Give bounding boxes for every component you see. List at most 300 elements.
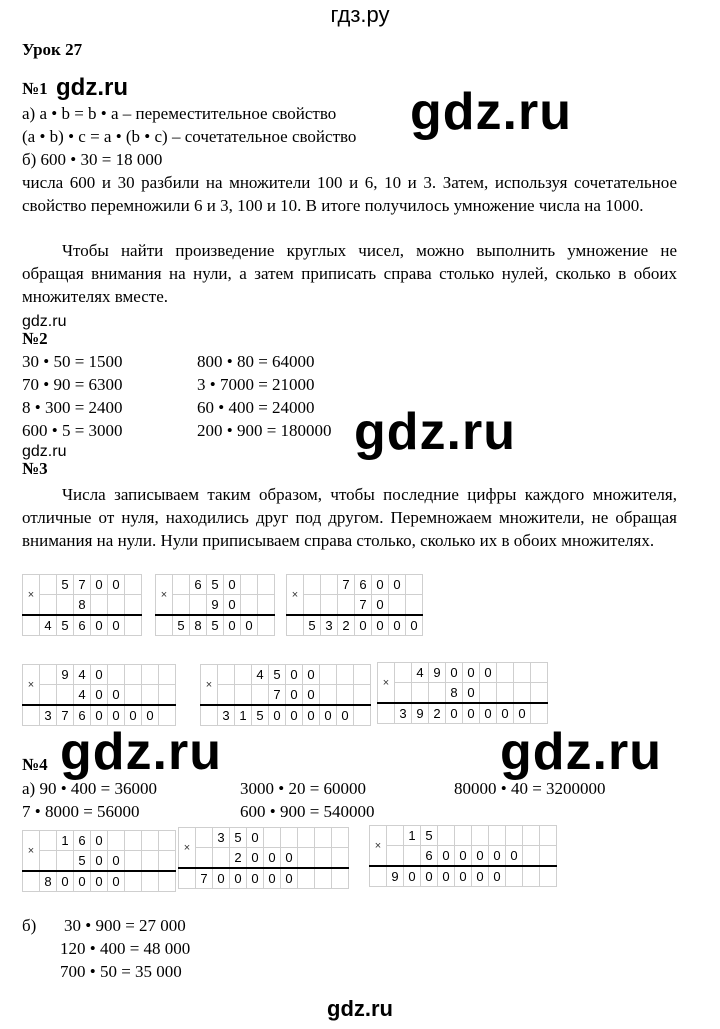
- digit-cell: [108, 665, 125, 685]
- digit-cell: 0: [57, 871, 74, 892]
- digit-cell: 4: [74, 685, 91, 706]
- digit-cell: [298, 848, 315, 869]
- ex2-left-3: 8 • 300 = 2400: [22, 398, 123, 417]
- ex4-b-2: 120 • 400 = 48 000: [60, 939, 191, 958]
- digit-cell: [540, 826, 557, 846]
- digit-cell: 5: [230, 828, 247, 848]
- ex2-right-4: 200 • 900 = 180000: [197, 421, 332, 440]
- digit-cell: [315, 828, 332, 848]
- factor-1-row: [156, 575, 275, 595]
- digit-cell: 0: [372, 595, 389, 616]
- digit-cell: 3: [395, 703, 412, 724]
- factor-2-row: [179, 848, 349, 869]
- ex2-right-2: 3 • 7000 = 21000: [197, 375, 315, 394]
- result-row: [23, 871, 176, 892]
- digit-cell: [497, 663, 514, 683]
- calc-grid-1: [22, 574, 142, 636]
- digit-cell: 7: [269, 685, 286, 706]
- ex2-right-3: 60 • 400 = 24000: [197, 398, 315, 417]
- site-header: гдз.ру: [330, 2, 390, 27]
- digit-cell: [354, 665, 371, 685]
- digit-cell: [337, 665, 354, 685]
- digit-cell: [159, 665, 176, 685]
- digit-cell: [125, 665, 142, 685]
- digit-cell: 0: [489, 846, 506, 867]
- digit-cell: [40, 685, 57, 706]
- digit-cell: 0: [303, 685, 320, 706]
- result-lead-cell: [378, 703, 395, 724]
- digit-cell: [40, 831, 57, 851]
- digit-cell: 6: [355, 575, 372, 595]
- digit-cell: 3: [40, 705, 57, 726]
- digit-cell: [523, 846, 540, 867]
- digit-cell: [506, 826, 523, 846]
- digit-cell: [489, 826, 506, 846]
- result-row: [156, 615, 275, 636]
- multiply-sign-cell: ×: [287, 575, 304, 616]
- result-lead-cell: [287, 615, 304, 636]
- result-lead-cell: [370, 866, 387, 887]
- digit-cell: [406, 575, 423, 595]
- calc-grid-2: [155, 574, 275, 636]
- digit-cell: 1: [57, 831, 74, 851]
- digit-cell: [332, 848, 349, 869]
- digit-cell: [304, 595, 321, 616]
- digit-cell: [497, 683, 514, 704]
- digit-cell: 5: [269, 665, 286, 685]
- digit-cell: 5: [173, 615, 190, 636]
- digit-cell: [438, 826, 455, 846]
- digit-cell: [264, 828, 281, 848]
- ex4-b-label: б): [22, 916, 37, 935]
- digit-cell: 6: [74, 705, 91, 726]
- digit-cell: 0: [281, 868, 298, 889]
- digit-cell: 0: [264, 848, 281, 869]
- digit-cell: 0: [446, 663, 463, 683]
- digit-cell: 0: [497, 703, 514, 724]
- digit-cell: 2: [230, 848, 247, 869]
- digit-cell: 8: [446, 683, 463, 704]
- multiply-sign-cell: ×: [378, 663, 395, 704]
- digit-cell: 0: [337, 705, 354, 726]
- factor-1-row: [287, 575, 423, 595]
- multiply-sign-cell: ×: [23, 575, 40, 616]
- digit-cell: 3: [218, 705, 235, 726]
- digit-cell: [173, 595, 190, 616]
- digit-cell: 9: [429, 663, 446, 683]
- multiply-sign-cell: ×: [201, 665, 218, 706]
- digit-cell: 6: [190, 575, 207, 595]
- digit-cell: [480, 683, 497, 704]
- digit-cell: [404, 846, 421, 867]
- result-row: [287, 615, 423, 636]
- digit-cell: 0: [269, 705, 286, 726]
- ex1-number: №1: [22, 79, 48, 98]
- ex4-a-3: 80000 • 40 = 3200000: [454, 779, 606, 798]
- digit-cell: 0: [108, 615, 125, 636]
- digit-cell: 0: [286, 705, 303, 726]
- digit-cell: 0: [480, 663, 497, 683]
- digit-cell: 7: [57, 705, 74, 726]
- digit-cell: 0: [224, 575, 241, 595]
- digit-cell: [196, 828, 213, 848]
- factor-1-row: [23, 665, 176, 685]
- digit-cell: [514, 663, 531, 683]
- digit-cell: 0: [421, 866, 438, 887]
- factor-1-row: [23, 831, 176, 851]
- digit-cell: [57, 595, 74, 616]
- result-lead-cell: [23, 871, 40, 892]
- digit-cell: 0: [355, 615, 372, 636]
- digit-cell: [321, 575, 338, 595]
- digit-cell: [159, 831, 176, 851]
- digit-cell: 0: [406, 615, 423, 636]
- digit-cell: [531, 683, 548, 704]
- digit-cell: 0: [463, 663, 480, 683]
- digit-cell: 5: [304, 615, 321, 636]
- digit-cell: [125, 595, 142, 616]
- digit-cell: 0: [438, 866, 455, 887]
- digit-cell: [91, 595, 108, 616]
- digit-cell: [523, 866, 540, 887]
- digit-cell: 0: [91, 575, 108, 595]
- digit-cell: 1: [235, 705, 252, 726]
- digit-cell: [57, 685, 74, 706]
- digit-cell: [523, 826, 540, 846]
- digit-cell: [218, 665, 235, 685]
- ex1-rule: Чтобы найти произведение круглых чисел, можно выполнить умножение не обращая внимания на нули, а затем приписать справа столько нулей, сколько в обоих множителях вместе.: [22, 241, 677, 306]
- digit-cell: [241, 595, 258, 616]
- digit-cell: 0: [372, 615, 389, 636]
- factor-2-row: [287, 595, 423, 616]
- digit-cell: 6: [421, 846, 438, 867]
- digit-cell: 0: [472, 846, 489, 867]
- digit-cell: [213, 848, 230, 869]
- factor-2-row: [23, 851, 176, 872]
- digit-cell: [40, 851, 57, 872]
- calc-grid-7: [22, 830, 176, 892]
- digit-cell: 0: [213, 868, 230, 889]
- ex2-left-4: 600 • 5 = 3000: [22, 421, 123, 440]
- digit-cell: 0: [91, 705, 108, 726]
- digit-cell: 0: [91, 615, 108, 636]
- ex2-left-1: 30 • 50 = 1500: [22, 352, 123, 371]
- factor-1-row: [378, 663, 548, 683]
- digit-cell: 0: [320, 705, 337, 726]
- digit-cell: [142, 871, 159, 892]
- digit-cell: [125, 685, 142, 706]
- calc-grid-8: [178, 827, 349, 889]
- watermark-1: gdz.ru: [410, 83, 572, 141]
- digit-cell: 0: [108, 575, 125, 595]
- digit-cell: [304, 575, 321, 595]
- digit-cell: 0: [91, 831, 108, 851]
- digit-cell: 0: [372, 575, 389, 595]
- result-lead-cell: [156, 615, 173, 636]
- factor-2-row: [378, 683, 548, 704]
- digit-cell: [332, 868, 349, 889]
- digit-cell: 6: [74, 615, 91, 636]
- digit-cell: 0: [463, 683, 480, 704]
- digit-cell: 0: [303, 665, 320, 685]
- factor-1-row: [201, 665, 371, 685]
- digit-cell: [406, 595, 423, 616]
- digit-cell: 8: [74, 595, 91, 616]
- digit-cell: [455, 826, 472, 846]
- digit-cell: 0: [506, 846, 523, 867]
- digit-cell: 0: [91, 665, 108, 685]
- digit-cell: [252, 685, 269, 706]
- watermark-2: gdz.ru: [354, 403, 516, 461]
- digit-cell: 4: [74, 665, 91, 685]
- ex4-b-1: 30 • 900 = 27 000: [64, 916, 186, 935]
- multiply-sign-cell: ×: [23, 831, 40, 872]
- digit-cell: 0: [264, 868, 281, 889]
- digit-cell: 8: [40, 871, 57, 892]
- ex3-text: Числа записываем таким образом, чтобы последние цифры каждого множителя, отличные от нуля, находились друг под другом. Перемножаем множители, не обращая внимания на нули. Нули приписываем справа столько, сколько их в обоих множителях.: [22, 485, 677, 550]
- ex3-number: №3: [22, 459, 48, 478]
- digit-cell: [40, 575, 57, 595]
- digit-cell: [125, 615, 142, 636]
- digit-cell: 0: [455, 846, 472, 867]
- factor-2-row: [156, 595, 275, 616]
- digit-cell: 7: [355, 595, 372, 616]
- calc-grid-3: [286, 574, 423, 636]
- digit-cell: [108, 831, 125, 851]
- factor-1-row: [179, 828, 349, 848]
- result-lead-cell: [23, 615, 40, 636]
- digit-cell: [387, 826, 404, 846]
- calc-grid-4: [22, 664, 176, 726]
- digit-cell: 0: [389, 575, 406, 595]
- ex1-line-a: а) a • b = b • a – переместительное свойство: [22, 104, 337, 123]
- digit-cell: [389, 595, 406, 616]
- digit-cell: 3: [213, 828, 230, 848]
- digit-cell: [315, 868, 332, 889]
- digit-cell: 4: [40, 615, 57, 636]
- result-lead-cell: [179, 868, 196, 889]
- digit-cell: [315, 848, 332, 869]
- result-row: [23, 615, 142, 636]
- lesson-title: Урок 27: [22, 40, 83, 59]
- digit-cell: 0: [247, 868, 264, 889]
- digit-cell: 0: [108, 871, 125, 892]
- digit-cell: 7: [338, 575, 355, 595]
- multiply-sign-cell: ×: [23, 665, 40, 706]
- digit-cell: [235, 685, 252, 706]
- digit-cell: [142, 685, 159, 706]
- digit-cell: [159, 685, 176, 706]
- digit-cell: [338, 595, 355, 616]
- digit-cell: [354, 705, 371, 726]
- digit-cell: 0: [446, 703, 463, 724]
- digit-cell: [320, 665, 337, 685]
- digit-cell: [540, 866, 557, 887]
- factor-2-row: [23, 595, 142, 616]
- digit-cell: 0: [230, 868, 247, 889]
- digit-cell: 0: [438, 846, 455, 867]
- ex2-left-2: 70 • 90 = 6300: [22, 375, 123, 394]
- ex1-line-assoc: (a • b) • c = a • (b • c) – сочетательное свойство: [22, 127, 357, 146]
- digit-cell: 0: [91, 871, 108, 892]
- digit-cell: [159, 871, 176, 892]
- digit-cell: 0: [389, 615, 406, 636]
- multiply-sign-cell: ×: [179, 828, 196, 869]
- digit-cell: 0: [514, 703, 531, 724]
- digit-cell: 3: [321, 615, 338, 636]
- digit-cell: 4: [252, 665, 269, 685]
- digit-cell: 6: [74, 831, 91, 851]
- digit-cell: 0: [125, 705, 142, 726]
- digit-cell: [395, 683, 412, 704]
- digit-cell: 5: [207, 615, 224, 636]
- ex4-a-1: а) 90 • 400 = 36000: [22, 779, 157, 798]
- digit-cell: [531, 703, 548, 724]
- digit-cell: 5: [57, 575, 74, 595]
- digit-cell: [125, 575, 142, 595]
- digit-cell: 0: [241, 615, 258, 636]
- digit-cell: 5: [421, 826, 438, 846]
- digit-cell: 2: [429, 703, 446, 724]
- watermark-inline: gdz.ru: [56, 74, 128, 101]
- digit-cell: 9: [387, 866, 404, 887]
- digit-cell: [40, 665, 57, 685]
- digit-cell: [57, 851, 74, 872]
- ex1-explanation: числа 600 и 30 разбили на множители 100 и 6, 10 и 3. Затем, используя сочетательное свойство перемножили 6 и 3, 100 и 10. В итоге получилось умножение числа на 1000.: [22, 173, 677, 215]
- digit-cell: [125, 831, 142, 851]
- digit-cell: 0: [108, 705, 125, 726]
- digit-cell: [142, 665, 159, 685]
- ex2-right-1: 800 • 80 = 64000: [197, 352, 315, 371]
- digit-cell: 7: [74, 575, 91, 595]
- digit-cell: 0: [286, 665, 303, 685]
- site-footer: gdz.ru: [327, 996, 393, 1021]
- multiply-sign-cell: ×: [156, 575, 173, 616]
- result-lead-cell: [23, 705, 40, 726]
- digit-cell: 2: [338, 615, 355, 636]
- digit-cell: 0: [463, 703, 480, 724]
- factor-1-row: [23, 575, 142, 595]
- ex4-number: №4: [22, 755, 48, 774]
- digit-cell: 0: [74, 871, 91, 892]
- digit-cell: [173, 575, 190, 595]
- digit-cell: [332, 828, 349, 848]
- digit-cell: [258, 595, 275, 616]
- digit-cell: [196, 848, 213, 869]
- digit-cell: [412, 683, 429, 704]
- digit-cell: [108, 595, 125, 616]
- digit-cell: [354, 685, 371, 706]
- calc-grid-6: [377, 662, 548, 724]
- digit-cell: 0: [108, 685, 125, 706]
- ex1-line-b: б) 600 • 30 = 18 000: [22, 150, 163, 169]
- digit-cell: 7: [196, 868, 213, 889]
- digit-cell: [241, 575, 258, 595]
- digit-cell: [142, 831, 159, 851]
- digit-cell: 0: [224, 615, 241, 636]
- digit-cell: 0: [247, 848, 264, 869]
- digit-cell: [190, 595, 207, 616]
- digit-cell: [320, 685, 337, 706]
- watermark-small-2: gdz.ru: [22, 313, 67, 330]
- digit-cell: 0: [108, 851, 125, 872]
- calc-grid-9: [369, 825, 557, 887]
- ex4-a-2: 3000 • 20 = 60000: [240, 779, 367, 798]
- digit-cell: 0: [281, 848, 298, 869]
- digit-cell: 8: [190, 615, 207, 636]
- digit-cell: [159, 851, 176, 872]
- ex2-number: №2: [22, 329, 48, 348]
- watermark-small-3: gdz.ru: [22, 443, 67, 460]
- digit-cell: 1: [404, 826, 421, 846]
- factor-2-row: [201, 685, 371, 706]
- digit-cell: [298, 868, 315, 889]
- digit-cell: [531, 663, 548, 683]
- result-row: [179, 868, 349, 889]
- digit-cell: [142, 851, 159, 872]
- digit-cell: [514, 683, 531, 704]
- digit-cell: 0: [224, 595, 241, 616]
- digit-cell: 0: [489, 866, 506, 887]
- digit-cell: [258, 615, 275, 636]
- digit-cell: 0: [247, 828, 264, 848]
- digit-cell: [40, 595, 57, 616]
- digit-cell: [337, 685, 354, 706]
- digit-cell: [321, 595, 338, 616]
- digit-cell: [395, 663, 412, 683]
- digit-cell: [506, 866, 523, 887]
- digit-cell: [298, 828, 315, 848]
- ex4-a-4: 7 • 8000 = 56000: [22, 802, 140, 821]
- digit-cell: [540, 846, 557, 867]
- result-row: [370, 866, 557, 887]
- factor-1-row: [370, 826, 557, 846]
- watermark-3: gdz.ru: [60, 723, 222, 781]
- digit-cell: [387, 846, 404, 867]
- digit-cell: 0: [472, 866, 489, 887]
- digit-cell: [429, 683, 446, 704]
- factor-2-row: [370, 846, 557, 867]
- watermark-4: gdz.ru: [500, 723, 662, 781]
- digit-cell: 0: [303, 705, 320, 726]
- digit-cell: 4: [412, 663, 429, 683]
- factor-2-row: [23, 685, 176, 706]
- ex4-b-3: 700 • 50 = 35 000: [60, 962, 182, 981]
- digit-cell: 9: [207, 595, 224, 616]
- result-row: [201, 705, 371, 726]
- digit-cell: 0: [404, 866, 421, 887]
- digit-cell: [125, 851, 142, 872]
- ex4-a-5: 600 • 900 = 540000: [240, 802, 375, 821]
- digit-cell: 0: [142, 705, 159, 726]
- digit-cell: 5: [207, 575, 224, 595]
- digit-cell: 0: [286, 685, 303, 706]
- digit-cell: [472, 826, 489, 846]
- digit-cell: [218, 685, 235, 706]
- digit-cell: 9: [412, 703, 429, 724]
- digit-cell: 5: [57, 615, 74, 636]
- multiply-sign-cell: ×: [370, 826, 387, 867]
- digit-cell: 0: [91, 851, 108, 872]
- digit-cell: 9: [57, 665, 74, 685]
- digit-cell: [235, 665, 252, 685]
- digit-cell: 0: [480, 703, 497, 724]
- calc-grid-5: [200, 664, 371, 726]
- digit-cell: [258, 575, 275, 595]
- digit-cell: 0: [455, 866, 472, 887]
- digit-cell: [281, 828, 298, 848]
- digit-cell: 5: [252, 705, 269, 726]
